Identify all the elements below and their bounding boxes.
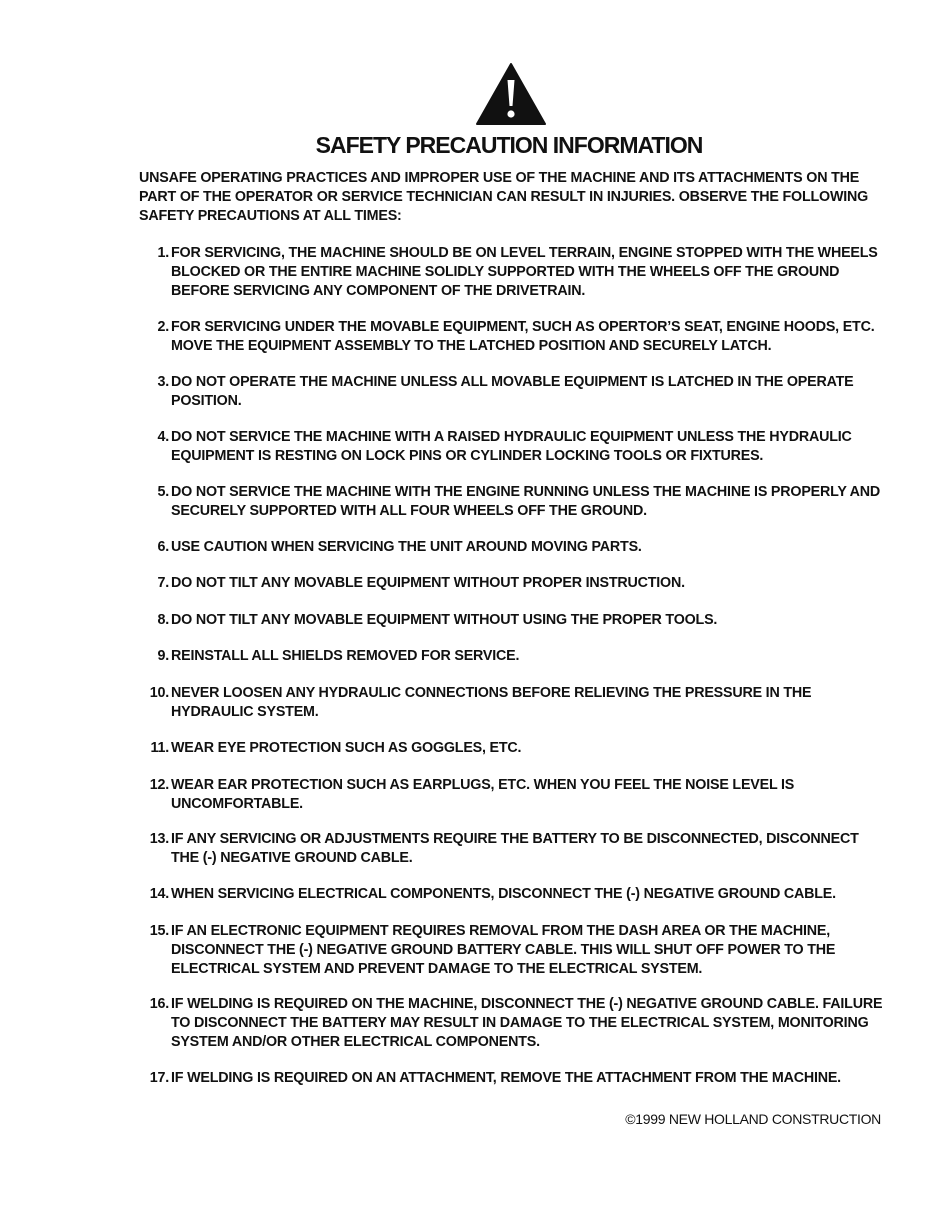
item-number: 14. xyxy=(149,886,169,902)
list-item xyxy=(139,647,884,666)
item-text: WHEN SERVICING ELECTRICAL COMPONENTS, DISCONNECT THE (-) NEGATIVE GROUND CABLE. xyxy=(171,886,836,902)
item-text: FOR SERVICING, THE MACHINE SHOULD BE ON LEVEL TERRAIN, ENGINE STOPPED WITH THE WHEELS BLOCKED OR THE ENTIRE MACHINE SOLIDLY SUPPORTED WITH THE WHEELS OFF THE GROUND BEFORE SERVICING ANY COMPONENT OF THE DRIVETRAIN. xyxy=(171,245,878,299)
list-item xyxy=(139,428,884,466)
item-text: IF AN ELECTRONIC EQUIPMENT REQUIRES REMOVAL FROM THE DASH AREA OR THE MACHINE, DISCONNECT THE (-) NEGATIVE GROUND BATTERY CABLE. THIS WILL SHUT OFF POWER TO THE ELECTRICAL SYSTEM AND PREVENT DAMAGE TO THE ELECTRICAL SYSTEM. xyxy=(171,923,836,977)
item-number: 13. xyxy=(149,831,169,847)
item-text: DO NOT TILT ANY MOVABLE EQUIPMENT WITHOUT USING THE PROPER TOOLS. xyxy=(171,612,718,628)
item-text: DO NOT SERVICE THE MACHINE WITH A RAISED HYDRAULIC EQUIPMENT UNLESS THE HYDRAULIC EQUIPMENT IS RESTING ON LOCK PINS OR CYLINDER LOCKING TOOLS OR FIXTURES. xyxy=(171,429,852,464)
item-text: USE CAUTION WHEN SERVICING THE UNIT AROUND MOVING PARTS. xyxy=(171,539,642,555)
list-item xyxy=(139,318,884,356)
item-text: WEAR EAR PROTECTION SUCH AS EARPLUGS, ETC. WHEN YOU FEEL THE NOISE LEVEL IS UNCOMFORTABLE. xyxy=(171,777,795,812)
list-item xyxy=(139,538,884,557)
list-item xyxy=(139,244,884,301)
item-text: DO NOT SERVICE THE MACHINE WITH THE ENGINE RUNNING UNLESS THE MACHINE IS PROPERLY AND SECURELY SUPPORTED WITH ALL FOUR WHEELS OFF THE GROUND. xyxy=(171,484,881,519)
intro-paragraph: UNSAFE OPERATING PRACTICES AND IMPROPER USE OF THE MACHINE AND ITS ATTACHMENTS ON THE PART OF THE OPERATOR OR SERVICE TECHNICIAN CAN RESULT IN INJURIES. OBSERVE THE FOLLOWING SAFETY PRECAUTIONS AT ALL TIMES: xyxy=(139,170,869,224)
list-item xyxy=(139,1069,884,1088)
item-number: 17. xyxy=(149,1070,169,1086)
item-number: 7. xyxy=(157,575,169,591)
item-number: 3. xyxy=(157,374,169,390)
item-number: 6. xyxy=(157,539,169,555)
item-text: REINSTALL ALL SHIELDS REMOVED FOR SERVICE. xyxy=(171,648,520,664)
list-item xyxy=(139,611,884,630)
item-number: 9. xyxy=(157,648,169,664)
list-item xyxy=(139,885,884,904)
item-number: 4. xyxy=(157,429,169,445)
page-title: SAFETY PRECAUTION INFORMATION xyxy=(315,132,703,158)
list-item xyxy=(139,995,884,1052)
item-number: 8. xyxy=(157,612,169,628)
list-item xyxy=(139,739,884,758)
item-number: 10. xyxy=(149,685,169,701)
list-item xyxy=(139,922,884,979)
item-number: 2. xyxy=(157,319,169,335)
list-item xyxy=(139,776,884,814)
list-item xyxy=(139,574,884,593)
item-number: 1. xyxy=(157,245,169,261)
item-text: FOR SERVICING UNDER THE MOVABLE EQUIPMENT, SUCH AS OPERTOR’S SEAT, ENGINE HOODS, ETC. MOVE THE EQUIPMENT ASSEMBLY TO THE LATCHED POSITION AND SECURELY LATCH. xyxy=(171,319,875,354)
item-number: 15. xyxy=(149,923,169,939)
copyright-footer: ©1999 NEW HOLLAND CONSTRUCTION xyxy=(625,1111,881,1127)
list-item xyxy=(139,373,884,411)
list-item xyxy=(139,684,884,722)
item-number: 11. xyxy=(150,740,169,756)
item-text: NEVER LOOSEN ANY HYDRAULIC CONNECTIONS BEFORE RELIEVING THE PRESSURE IN THE HYDRAULIC SYSTEM. xyxy=(171,685,812,720)
item-text: WEAR EYE PROTECTION SUCH AS GOGGLES, ETC. xyxy=(171,740,522,756)
item-text: IF WELDING IS REQUIRED ON AN ATTACHMENT, REMOVE THE ATTACHMENT FROM THE MACHINE. xyxy=(171,1070,841,1086)
item-number: 5. xyxy=(157,484,169,500)
item-text: IF WELDING IS REQUIRED ON THE MACHINE, DISCONNECT THE (-) NEGATIVE GROUND CABLE. FAILURE TO DISCONNECT THE BATTERY MAY RESULT IN DAMAGE TO THE ELECTRICAL SYSTEM, MONITORING SYSTEM AND/OR OTHER ELECTRICAL COMPONENTS. xyxy=(171,996,883,1050)
item-text: DO NOT TILT ANY MOVABLE EQUIPMENT WITHOUT PROPER INSTRUCTION. xyxy=(171,575,685,591)
item-text: DO NOT OPERATE THE MACHINE UNLESS ALL MOVABLE EQUIPMENT IS LATCHED IN THE OPERATE POSITION. xyxy=(171,374,854,409)
item-text: IF ANY SERVICING OR ADJUSTMENTS REQUIRE THE BATTERY TO BE DISCONNECTED, DISCONNECT THE (-) NEGATIVE GROUND CABLE. xyxy=(171,831,859,866)
item-number: 16. xyxy=(149,996,169,1012)
list-item xyxy=(139,830,884,868)
warning-triangle-icon xyxy=(475,62,547,126)
list-item xyxy=(139,483,884,521)
item-number: 12. xyxy=(149,777,169,793)
